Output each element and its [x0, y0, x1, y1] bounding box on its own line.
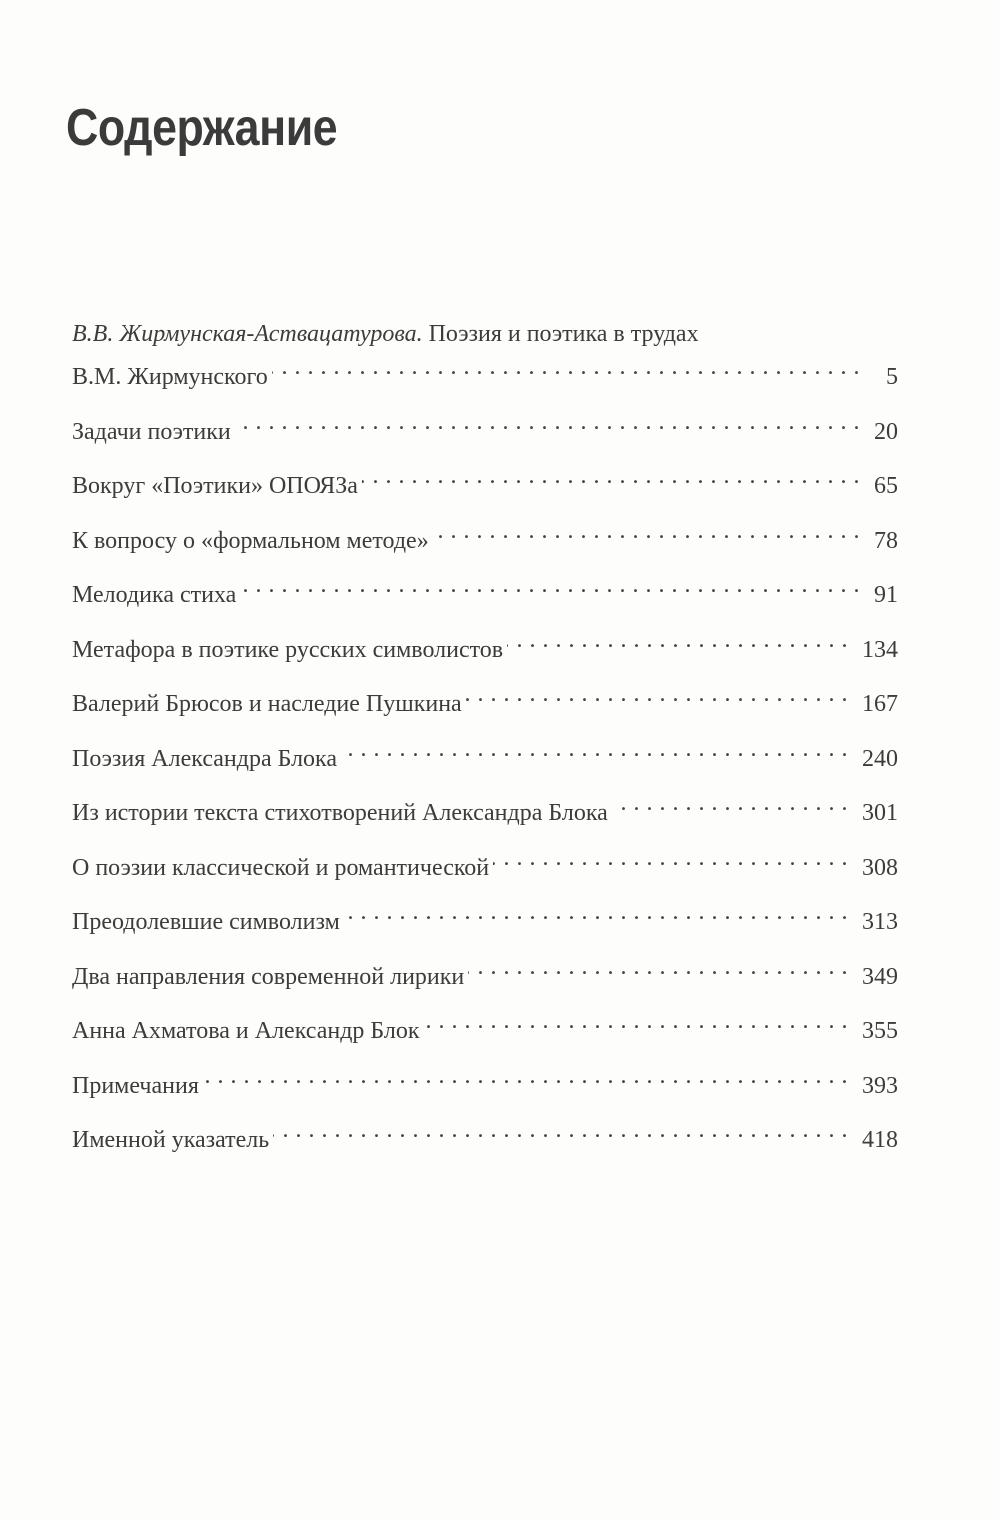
- toc-page-number: 313: [862, 909, 898, 935]
- toc-entry-line: [72, 1005, 898, 1048]
- toc-entry[interactable]: [72, 1060, 898, 1103]
- dot-leader: [466, 678, 848, 711]
- toc-page-number: 20: [874, 418, 898, 445]
- toc-entry[interactable]: [72, 787, 898, 830]
- toc-entry[interactable]: [72, 1005, 898, 1048]
- page-title: Содержание: [66, 99, 338, 157]
- dot-leader: [433, 515, 860, 548]
- dot-leader: [362, 460, 860, 493]
- toc-entry-line: [72, 1114, 898, 1157]
- toc-page-number: 240: [862, 745, 898, 772]
- toc-entry-title: Валерий Брюсов и наследие Пушкина: [72, 691, 462, 717]
- dot-leader: [203, 1060, 848, 1093]
- toc-entry[interactable]: [72, 733, 898, 776]
- table-of-contents: [72, 318, 898, 1157]
- dot-leader: [240, 569, 860, 602]
- toc-entry-title: О поэзии классической и романтической: [72, 854, 490, 881]
- dot-leader: [344, 896, 848, 929]
- toc-entry[interactable]: [72, 896, 898, 939]
- toc-entry-line: [72, 351, 898, 394]
- dot-leader: [493, 842, 848, 875]
- toc-entry[interactable]: [72, 406, 898, 449]
- toc-entry-line: [72, 515, 898, 558]
- toc-page-number: 301: [862, 800, 898, 826]
- toc-entry-line: [72, 460, 898, 503]
- toc-entry[interactable]: [72, 569, 898, 612]
- toc-entry[interactable]: [72, 1114, 898, 1157]
- toc-page-number: 91: [874, 582, 898, 608]
- toc-entry-title: В.М. Жирмунского: [72, 364, 268, 390]
- toc-entry-line: [72, 896, 898, 939]
- toc-entry-line: [72, 1060, 898, 1103]
- toc-entry-first-line: [72, 318, 898, 351]
- dot-leader: [273, 1114, 848, 1147]
- toc-entry-intro[interactable]: [72, 318, 898, 394]
- toc-entry-line: [72, 787, 898, 830]
- toc-entry-line: [72, 406, 898, 449]
- dot-leader: [272, 351, 860, 384]
- dot-leader: [235, 406, 860, 439]
- toc-entry-title: Мелодика стиха: [72, 582, 237, 608]
- toc-entry[interactable]: [72, 842, 898, 885]
- toc-page-number: 393: [862, 1072, 898, 1099]
- toc-entry-title: Метафора в поэтике русских символистов: [72, 636, 504, 663]
- toc-page-number: 65: [874, 473, 898, 499]
- toc-entry-title: Поэзия Александра Блока: [72, 745, 338, 772]
- toc-page-number: 349: [862, 963, 898, 990]
- toc-entry-author: В.В. Жирмунская-Аствацатурова.: [72, 321, 423, 347]
- toc-entry-line: [72, 951, 898, 994]
- toc-entry-line: [72, 624, 898, 667]
- toc-entry-title: К вопросу о «формальном методе»: [72, 527, 429, 554]
- toc-entry-line: [72, 733, 898, 776]
- toc-entry-title: Анна Ахматова и Александр Блок: [72, 1018, 420, 1044]
- toc-page-number: 5: [886, 364, 898, 390]
- toc-entry[interactable]: [72, 951, 898, 994]
- toc-page-number: 78: [874, 527, 898, 554]
- toc-page-number: 418: [862, 1127, 898, 1153]
- toc-page-number: 308: [862, 854, 898, 881]
- toc-entry-title: Два направления современной лирики: [72, 963, 465, 990]
- toc-entry-title: Именной указатель: [72, 1127, 270, 1153]
- toc-entry-line: [72, 678, 898, 721]
- toc-page-number: 355: [862, 1018, 898, 1044]
- dot-leader: [612, 787, 848, 820]
- toc-entry[interactable]: [72, 515, 898, 558]
- toc-entry-title-part1: Поэзия и поэтика в трудах: [422, 321, 699, 347]
- toc-entry[interactable]: [72, 624, 898, 667]
- dot-leader: [507, 624, 848, 657]
- dot-leader: [424, 1005, 848, 1038]
- toc-entry-title: Вокруг «Поэтики» ОПОЯЗа: [72, 473, 358, 499]
- toc-entry-title: Задачи поэтики: [72, 418, 231, 445]
- toc-entry-line: [72, 569, 898, 612]
- toc-entry-title: Примечания: [72, 1072, 199, 1099]
- toc-entry-line: [72, 842, 898, 885]
- toc-entry-title: Из истории текста стихотворений Александра Блока: [72, 800, 608, 826]
- dot-leader: [341, 733, 848, 766]
- toc-entry[interactable]: [72, 460, 898, 503]
- dot-leader: [468, 951, 848, 984]
- toc-entry[interactable]: [72, 678, 898, 721]
- toc-page-number: 167: [862, 691, 898, 717]
- toc-entry-title: Преодолевшие символизм: [72, 909, 340, 935]
- toc-page-number: 134: [862, 636, 898, 663]
